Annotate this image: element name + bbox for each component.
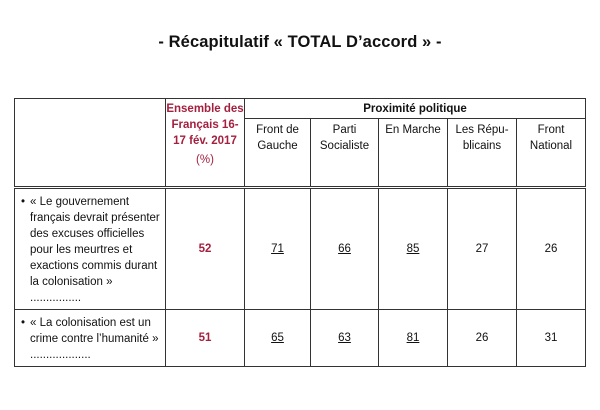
header-front-national: Front National [517, 119, 586, 188]
value-front-de-gauche: 71 [245, 188, 311, 310]
statement-cell [15, 188, 166, 310]
header-ensemble-unit: (%) [196, 154, 214, 166]
value-en-marche: 85 [379, 188, 448, 310]
header-proximite-politique: Proximité politique [245, 99, 586, 119]
bullet-icon: • [21, 196, 26, 208]
header-front-de-gauche: Front de Gauche [245, 119, 311, 188]
header-ensemble [166, 99, 245, 188]
value-parti-socialiste: 66 [311, 188, 379, 310]
statement-cell [15, 310, 166, 367]
page-title: - Récapitulatif « TOTAL D’accord » - [158, 33, 442, 51]
value-front-national: 31 [517, 310, 586, 367]
value-les-republicains: 26 [448, 310, 517, 367]
value-front-de-gauche: 65 [245, 310, 311, 367]
header-les-republicains: Les Répu-blicains [448, 119, 517, 188]
table-row [15, 188, 586, 310]
value-en-marche: 81 [379, 310, 448, 367]
value-parti-socialiste: 63 [311, 310, 379, 367]
header-ensemble-label: Ensemble des Français 16-17 fév. 2017 [166, 103, 244, 147]
statement-text: « La colonisation est un crime contre l’humanité » ................... [30, 317, 159, 361]
header-parti-socialiste: Parti Socialiste [311, 119, 379, 188]
table-row [15, 310, 586, 367]
statement-text: « Le gouvernement français devrait présenter des excuses officielles pour les meurtres et exactions commis durant la colonisation » ................ [30, 196, 160, 304]
corner-cell [15, 99, 166, 188]
recap-table [14, 98, 586, 367]
value-front-national: 26 [517, 188, 586, 310]
header-en-marche: En Marche [379, 119, 448, 188]
bullet-icon: • [21, 317, 26, 329]
ensemble-value: 51 [166, 310, 245, 367]
value-les-republicains: 27 [448, 188, 517, 310]
ensemble-value: 52 [166, 188, 245, 310]
